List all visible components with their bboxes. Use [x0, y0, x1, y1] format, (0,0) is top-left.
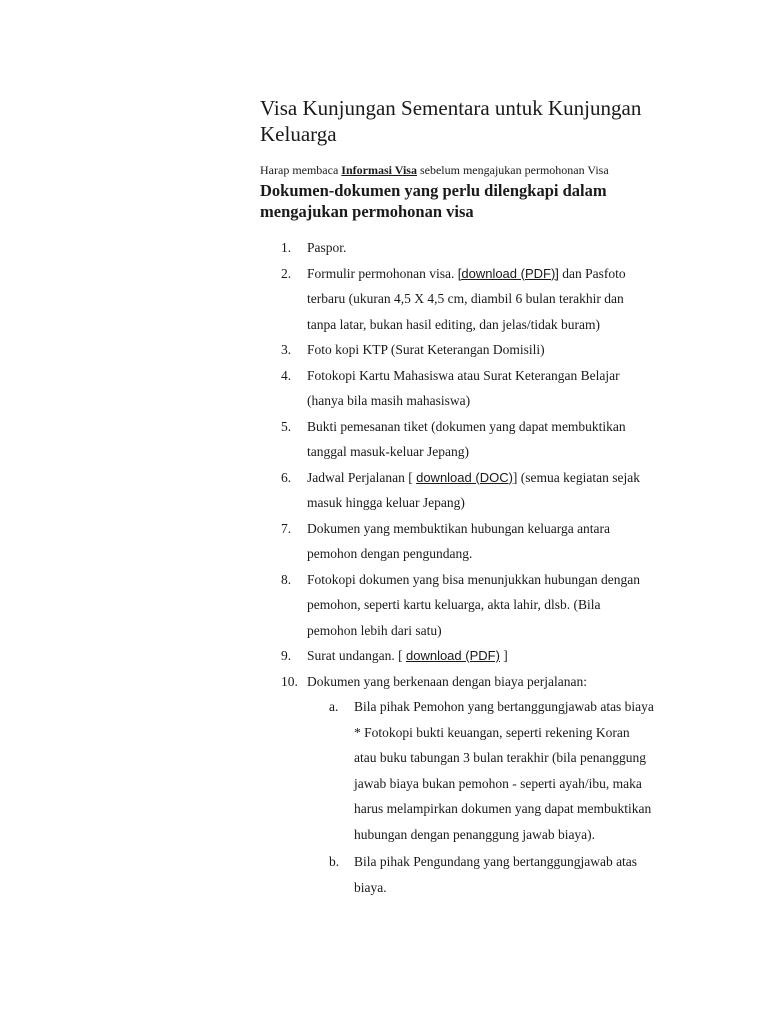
list-item [0, 261, 768, 338]
item-text: Foto kopi KTP (Surat Keterangan Domisili) [307, 342, 545, 357]
item-text: Dokumen yang berkenaan dengan biaya perjalanan: [307, 673, 588, 689]
bracket: ] [512, 469, 518, 485]
note-prefix: Harap membaca [260, 163, 342, 177]
item-text-part: Formulir permohonan visa. [307, 265, 458, 281]
list-item [0, 235, 768, 261]
list-item [0, 414, 768, 465]
sub-list-item [0, 849, 768, 900]
item-number: 2. [281, 265, 292, 281]
item-text-part: Surat undangan. [ [307, 648, 406, 663]
item-text: Paspor. [307, 240, 347, 255]
visa-info-note [260, 162, 609, 178]
requirements-list [0, 235, 768, 900]
bracket: [ [457, 265, 462, 281]
item-text: Dokumen yang membuktikan hubungan keluarga antara pemohon dengan pengundang. [307, 520, 611, 561]
section-heading: Dokumen-dokumen yang perlu dilengkapi dalam mengajukan permohonan visa [260, 181, 607, 221]
item-number: 10. [281, 673, 298, 689]
sub-item-letter: b. [329, 854, 340, 869]
list-item [0, 567, 768, 644]
sub-item-text: Bila pihak Pemohon yang bertanggungjawab atas biaya [354, 699, 654, 714]
item-text-part: dan Pasfoto terbaru (ukuran 4,5 X 4,5 cm, diambil 6 bulan terakhir dan tanpa latar, bukan hasil editing, dan jelas/tidak buram) [307, 265, 626, 332]
sub-item-detail: * Fotokopi bukti keuangan, seperti rekening Koran atau buku tabungan 3 bulan terakhir (bila penanggung jawab biaya bukan pemohon - seperti ayah/ibu, maka harus melampirkan dokumen yang dapat membuktikan hubungan dengan penanggung jawab biaya). [354, 724, 652, 842]
download-pdf-link[interactable] [458, 266, 559, 281]
item-text-part: Jadwal Perjalanan [ [307, 469, 417, 485]
list-item [0, 669, 768, 695]
item-text [307, 261, 647, 338]
download-pdf-link[interactable]: download (PDF) [405, 648, 500, 663]
item-number: 4. [281, 367, 292, 383]
list-item [0, 465, 768, 516]
item-number: 8. [281, 571, 292, 587]
sub-item-text: Bila pihak Pengundang yang bertanggungjawab atas biaya. [354, 854, 638, 895]
item-number: 9. [281, 648, 292, 663]
bracket: ] [555, 265, 559, 281]
item-number: 5. [281, 418, 292, 434]
item-number: 1. [281, 240, 292, 255]
list-item [0, 516, 768, 567]
sub-list-item [0, 694, 768, 847]
item-text-part: (semua kegiatan sejak masuk hingga keluar Jepang) [307, 469, 640, 510]
item-text: Fotokopi Kartu Mahasiswa atau Surat Keterangan Belajar (hanya bila masih mahasiswa) [307, 367, 620, 408]
item-text [307, 643, 647, 669]
page-title: Visa Kunjungan Sementara untuk Kunjungan Keluarga [260, 96, 642, 146]
item-text: Fotokopi dokumen yang bisa menunjukkan hubungan dengan pemohon, seperti kartu keluarga, akta lahir, dlsb. (Bila pemohon lebih dari satu) [307, 571, 640, 638]
item-text: Bukti pemesanan tiket (dokumen yang dapat membuktikan tanggal masuk-keluar Jepang) [307, 418, 626, 459]
list-item [0, 363, 768, 414]
item-text [307, 465, 647, 516]
list-item [0, 337, 768, 363]
item-text-part: ] [499, 648, 508, 663]
link-label: download (PDF) [461, 265, 556, 281]
item-number: 6. [281, 469, 292, 485]
item-number: 3. [281, 342, 292, 357]
item-number: 7. [281, 520, 292, 536]
download-doc-link[interactable]: download (DOC) [416, 469, 513, 485]
note-suffix: sebelum mengajukan permohonan Visa [416, 163, 609, 177]
visa-info-link[interactable]: Informasi Visa [341, 163, 417, 177]
sub-item-letter: a. [329, 699, 339, 714]
list-item [0, 643, 768, 669]
